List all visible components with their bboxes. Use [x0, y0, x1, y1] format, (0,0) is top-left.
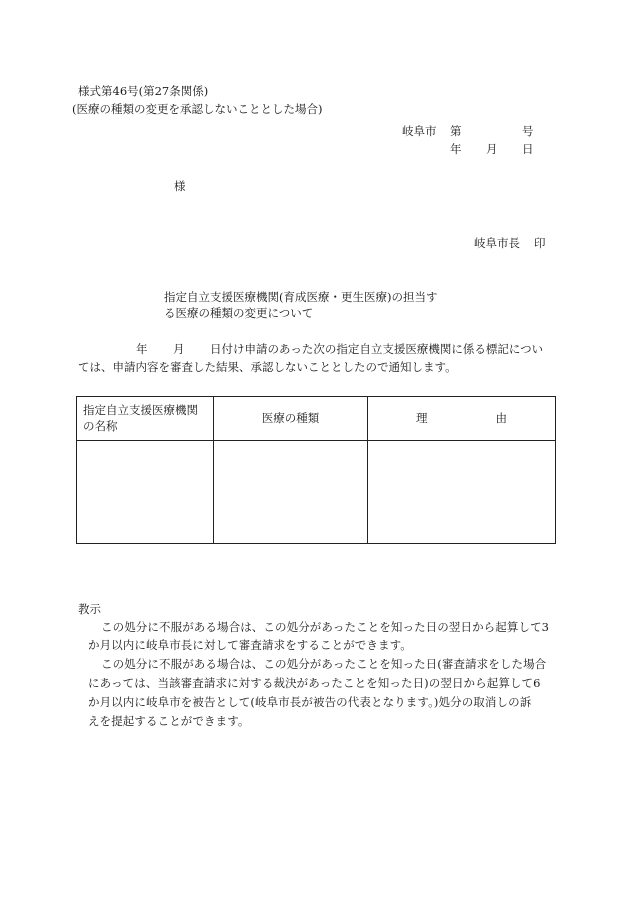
subject-line-1: 指定自立支援医療機関(育成医療・更生医療)の担当す	[164, 290, 438, 304]
header-reason-left: 理	[416, 410, 428, 425]
instruction-line-1: この処分に不服がある場合は、この処分があったことを知った日の翌日から起算して3	[101, 620, 550, 634]
cell-facility-name	[77, 441, 214, 544]
date-day: 日	[522, 142, 534, 156]
date-month: 月	[486, 142, 498, 156]
instruction-line-3: この処分に不服がある場合は、この処分があったことを知った日(審査請求をした場合	[101, 657, 547, 671]
date-year: 年	[450, 142, 462, 156]
header-reason	[368, 397, 556, 441]
form-number: 様式第46号(第27条関係)	[78, 84, 209, 98]
instruction-line-6: えを提起することができます。	[88, 714, 250, 728]
subject-line-2: る医療の種類の変更について	[164, 306, 314, 320]
addressee-honorific: 様	[174, 179, 186, 193]
notice-line-2: ては、申請内容を審査した結果、承認しないこととしたので通知します。	[78, 360, 457, 374]
notice-year: 年	[136, 342, 148, 356]
instruction-line-4: にあっては、当該審査請求に対する裁決があったことを知った日)の翌日から起算して6	[88, 676, 541, 690]
notice-line-1: 日付け申請のあった次の指定自立支援医療機関に係る標記につい	[210, 342, 544, 356]
cell-reason	[368, 441, 556, 544]
number-suffix: 号	[522, 124, 534, 138]
number-prefix: 第	[450, 124, 462, 138]
notice-month: 月	[173, 342, 185, 356]
instruction-line-5: か月以内に岐阜市を被告として(岐阜市長が被告の代表となります。)処分の取消しの訴	[88, 695, 532, 709]
instruction-title: 教示	[78, 602, 101, 616]
table-header-row	[77, 397, 556, 441]
seal-mark: 印	[534, 236, 546, 250]
header-facility-name-line-2: の名称	[83, 418, 118, 433]
table-row	[77, 441, 556, 544]
header-facility-name	[77, 397, 214, 441]
header-reason-right: 由	[495, 410, 507, 425]
facility-table	[76, 396, 556, 544]
mayor-title: 岐阜市長	[474, 236, 520, 250]
cell-medical-type	[214, 441, 368, 544]
header-facility-name-line-1: 指定自立支援医療機関	[83, 402, 198, 417]
issuer-label: 岐阜市	[402, 124, 437, 138]
instruction-line-2: か月以内に岐阜市長に対して審査請求をすることができます。	[88, 638, 412, 652]
form-subtitle: (医療の種類の変更を承認しないこととした場合)	[72, 102, 323, 116]
header-medical-type: 医療の種類	[214, 397, 368, 441]
